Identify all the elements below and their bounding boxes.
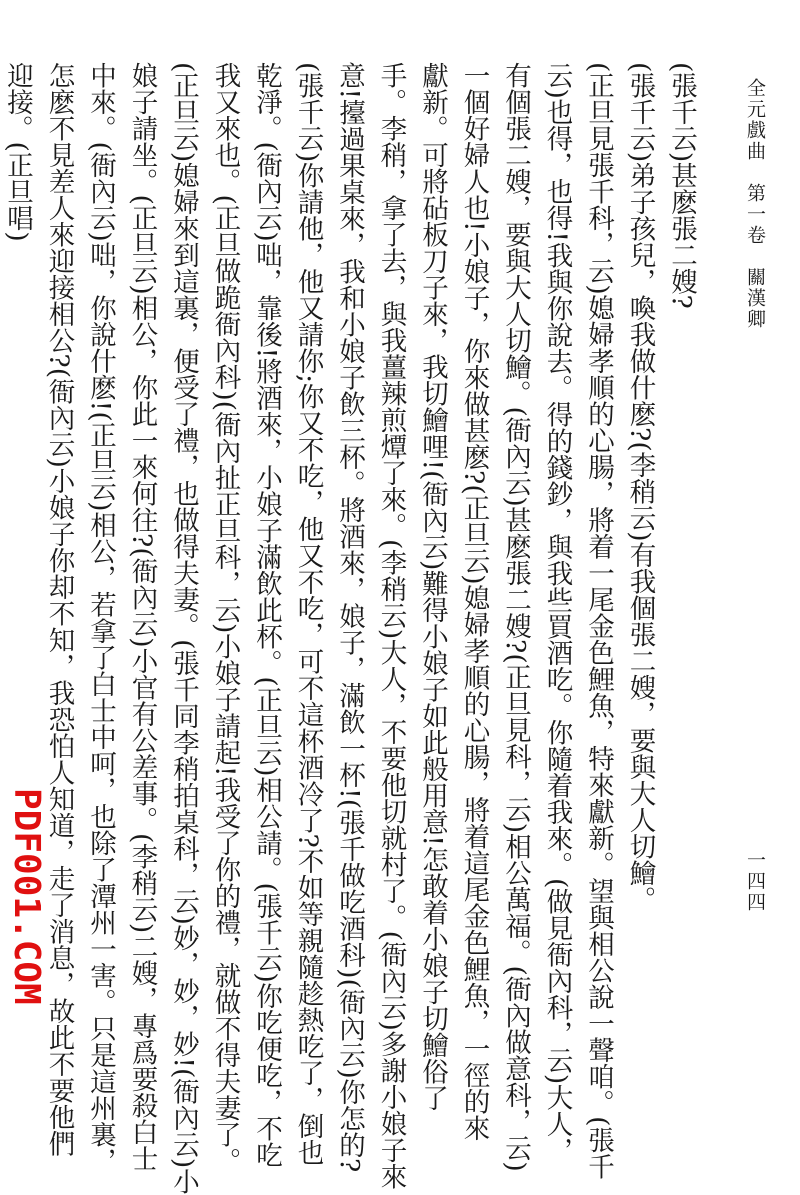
running-title: 全元戲曲 第一卷 關漢卿 [744, 78, 766, 330]
text-column: 意!擡過果桌來，我和小娘子飲三杯。將酒來，娘子，滿飲一杯!(張千做吃酒科)(衙內云)你怎的? [334, 62, 365, 1173]
text-column: (正旦云)媳婦來到這裏，便受了禮，也做得夫妻。(張千同李稍拍桌科，云)妙，妙，妙!(衙內云)小 [168, 62, 199, 1195]
text-column: 娘子請坐。(正旦云)相公，你此一來何往?(衙內云)小官有公差事。(李稍云)二嫂，專爲要殺白士 [126, 62, 158, 1172]
text-column: 迎接。(正旦唱) [2, 62, 33, 242]
watermark-text: PDF001.COM [6, 788, 47, 1005]
text-column: (張千云)甚麽張二嫂? [666, 62, 697, 309]
text-column: 獻新。可將砧板刀子來，我切鱠哩!(衙內云)難得小娘子如此般用意!怎敢着小娘子切鱠俗了 [417, 62, 448, 1111]
text-column: 怎麽不見差人來迎接相公?(衙內云)小娘子你却不知，我恐怕人知道，走了消息，故此不要他們 [43, 62, 75, 1157]
main-text [0, 62, 702, 1195]
text-column: 有個張二嫂，要與大人切鱠。(衙內云)甚麽張二嫂?(正旦見科，云)相公萬福。(衙內做意科，云) [500, 62, 531, 1172]
text-column: (張千云)你請他，他又請你;你又不吃，他又不吃，可不這杯酒冷了?不如等親隨趁熱吃了，倒也 [292, 62, 324, 1166]
page-number: 一四四 [744, 850, 766, 913]
text-column: 云)也得，也得!我與你說去。得的錢鈔，與我些買酒吃。你隨着我來。(做見衙內科，云)大人， [541, 62, 573, 1164]
text-column: 手。李稍，拿了去，與我薑辣煎燂了來。(李稍云)大人，不要他切就村了。(衙內云)多謝小娘子來 [375, 62, 407, 1190]
text-column: 乾淨。(衙內云)咄，靠後!將酒來，小娘子滿飲此杯。(正旦云)相公請。(張千云)你吃便吃，不吃 [251, 62, 282, 1169]
text-column: 一個好婦人也!小娘子，你來做甚麽?(正旦云)媳婦孝順的心腸，將着這尾金色鯉魚，一徑的來 [458, 62, 490, 1142]
text-column: (張千云)弟子孩兒，喚我做什麽?(李稍云)有我個張二嫂，要與大人切鱠。 [624, 62, 656, 913]
text-column: 我又來也。(正旦做跪衙內科)(衙內扯正旦科，云)小娘子請起!我受了你的禮，就做不得夫妻了。 [209, 62, 241, 1175]
text-column: 中來。(衙內云)咄，你說什麽!(正旦云)相公，若拿了白士中呵，也除了潭州一害。只是這州裏， [85, 62, 116, 1175]
text-column: (正旦見張千科，云)媳婦孝順的心腸，將着一尾金色鯉魚，特來獻新。望與相公說一聲咱。(張千 [583, 62, 614, 1180]
